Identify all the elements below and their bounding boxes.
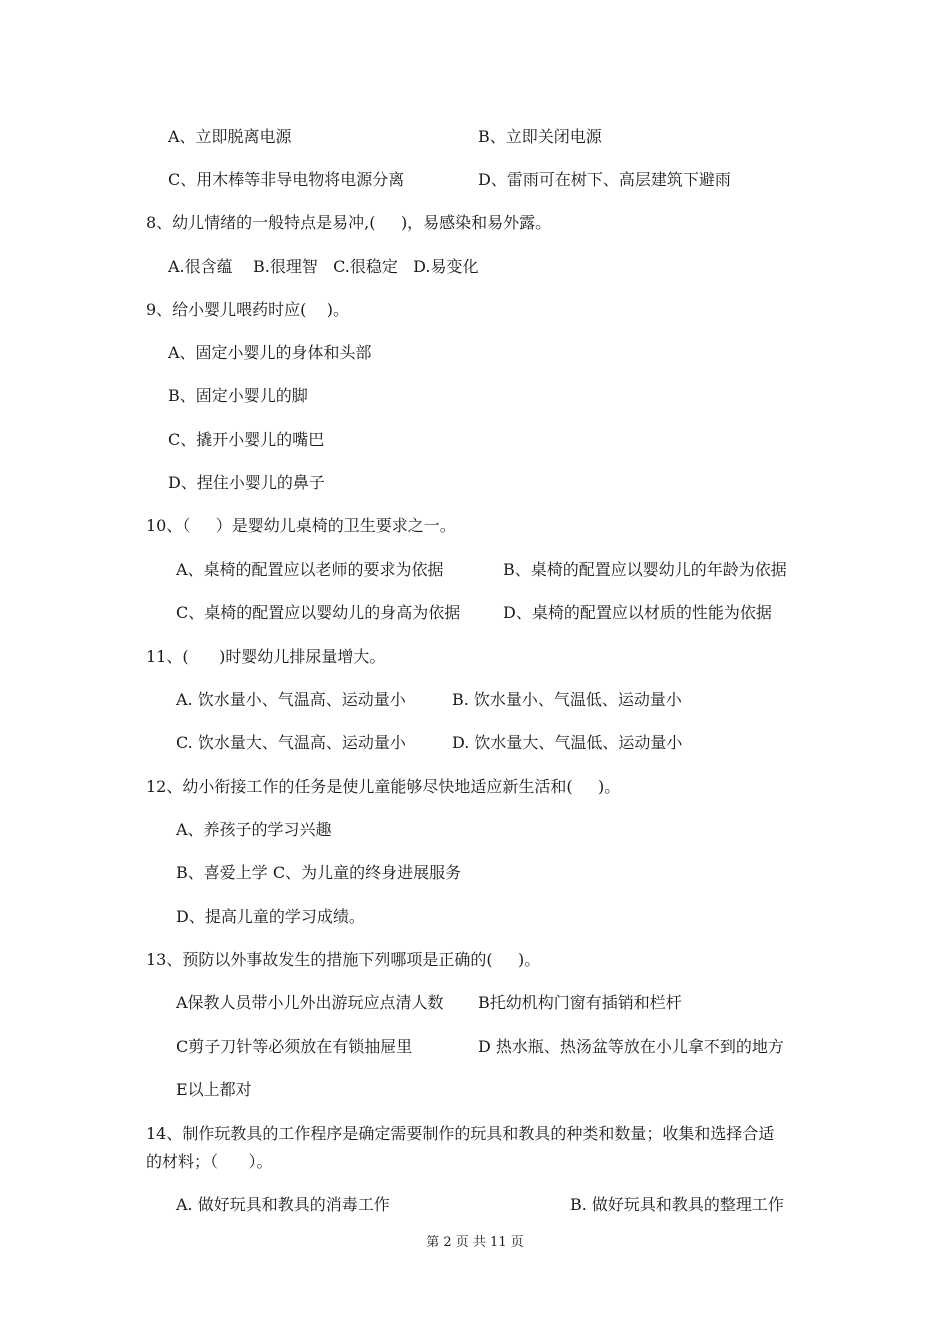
q7-option-d: D、雷雨可在树下、高层建筑下避雨 [478,170,731,189]
q10-stem: 10、（ ）是婴幼儿桌椅的卫生要求之一。 [146,516,456,535]
q14-stem-line1: 14、制作玩教具的工作程序是确定需要制作的玩具和教具的种类和数量；收集和选择合适 [146,1124,775,1143]
q14-stem-line2: 的材料；（ ）。 [146,1152,273,1171]
q13-option-a: A保教人员带小儿外出游玩应点清人数 [176,993,444,1012]
q14-option-a: A. 做好玩具和教具的消毒工作 [176,1195,390,1214]
q9-option-d: D、捏住小婴儿的鼻子 [168,473,325,492]
q13-option-c: C剪子刀针等必须放在有锁抽屉里 [176,1037,413,1056]
q11-option-c: C. 饮水量大、气温高、运动量小 [176,733,406,752]
q12-option-bc: B、喜爱上学 C、为儿童的终身进展服务 [176,863,462,882]
q10-option-a: A、桌椅的配置应以老师的要求为依据 [176,560,444,579]
q9-stem: 9、给小婴儿喂药时应( )。 [146,300,350,319]
q11-stem: 11、( )时婴幼儿排尿量增大。 [146,647,386,666]
q10-option-d: D、桌椅的配置应以材质的性能为依据 [503,603,772,622]
q9-option-a: A、固定小婴儿的身体和头部 [168,343,372,362]
q10-option-c: C、桌椅的配置应以婴幼儿的身高为依据 [176,603,461,622]
q7-option-b: B、立即关闭电源 [478,127,602,146]
q11-option-d: D. 饮水量大、气温低、运动量小 [452,733,683,752]
q7-option-a: A、立即脱离电源 [168,127,292,146]
page-footer: 第 2 页 共 11 页 [426,1235,524,1250]
q12-option-d: D、提高儿童的学习成绩。 [176,907,365,926]
q12-option-a: A、养孩子的学习兴趣 [176,820,332,839]
q8-stem: 8、幼儿情绪的一般特点是易冲,( )，易感染和易外露。 [146,213,552,232]
q13-option-b: B托幼机构门窗有插销和栏杆 [478,993,682,1012]
q9-option-b: B、固定小婴儿的脚 [168,386,308,405]
q11-option-b: B. 饮水量小、气温低、运动量小 [452,690,682,709]
q8-options: A.很含蕴 B.很理智 C.很稳定 D.易变化 [168,257,479,276]
q13-stem: 13、预防以外事故发生的措施下列哪项是正确的( )。 [146,950,541,969]
q9-option-c: C、撬开小婴儿的嘴巴 [168,430,325,449]
q11-option-a: A. 饮水量小、气温高、运动量小 [176,690,406,709]
q7-option-c: C、用木棒等非导电物将电源分离 [168,170,405,189]
q13-option-e: E以上都对 [176,1080,252,1099]
q13-option-d: D 热水瓶、热汤盆等放在小儿拿不到的地方 [478,1037,784,1056]
q14-option-b: B. 做好玩具和教具的整理工作 [570,1195,784,1214]
q12-stem: 12、幼小衔接工作的任务是使儿童能够尽快地适应新生活和( )。 [146,777,621,796]
q10-option-b: B、桌椅的配置应以婴幼儿的年龄为依据 [503,560,787,579]
